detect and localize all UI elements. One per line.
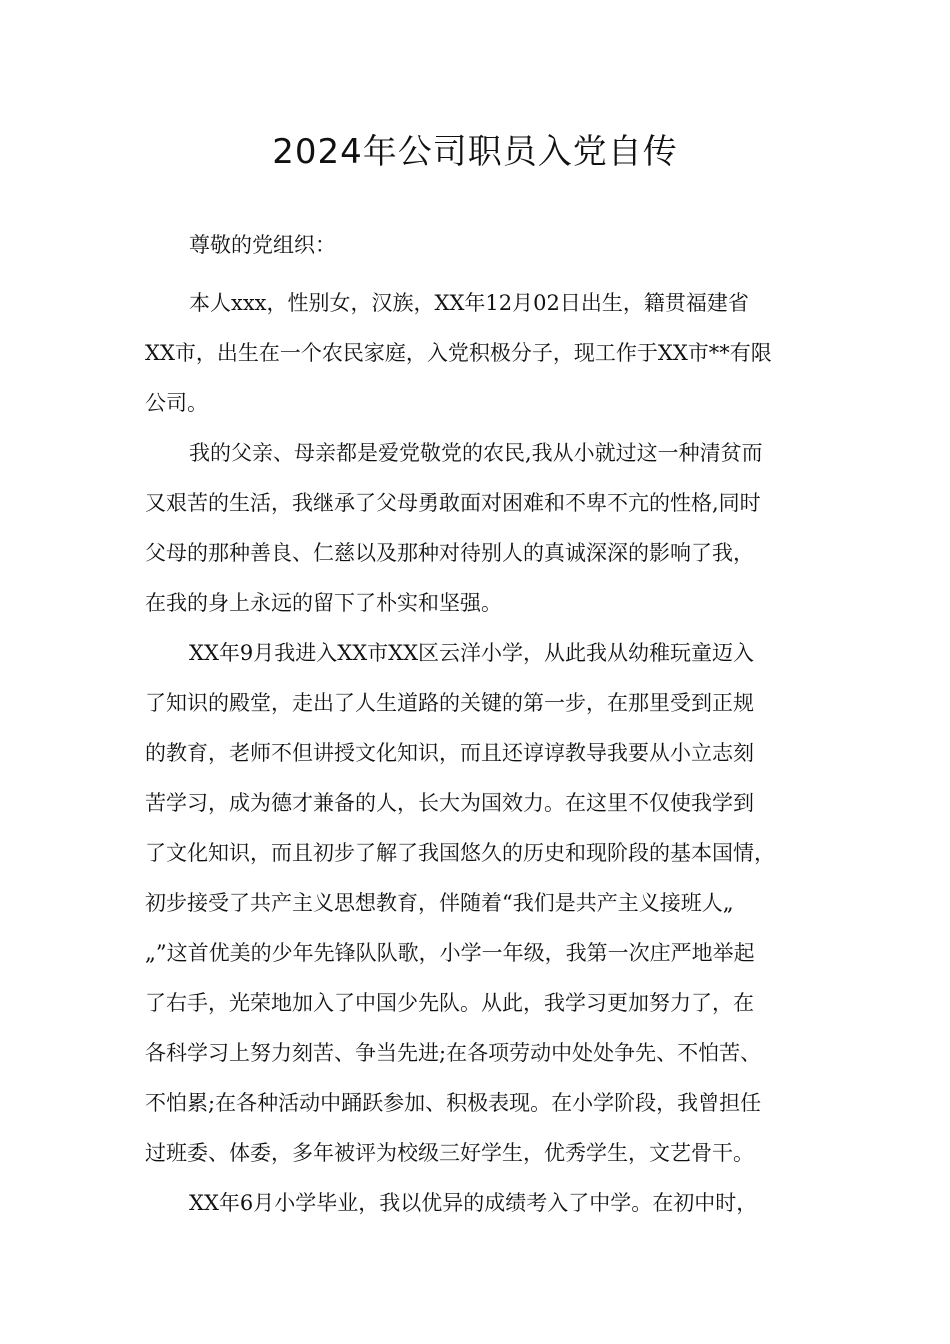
paragraph-line: 公司。 [145, 391, 208, 415]
paragraph-line: XX年6月小学毕业，我以优异的成绩考入了中学。在初中时， [189, 1191, 758, 1215]
paragraph-line: 了文化知识，而且初步了解了我国悠久的历史和现阶段的基本国情， [145, 841, 775, 865]
salutation-line: 尊敬的党组织： [189, 233, 336, 257]
paragraph-line: „”这首优美的少年先锋队队歌，小学一年级，我第一次庄严地举起 [145, 941, 755, 965]
paragraph-line: 的教育，老师不但讲授文化知识，而且还谆谆教导我要从小立志刻 [145, 741, 754, 765]
paragraph-line: 本人xxx，性别女，汉族，XX年12月02日出生，籍贯福建省 [189, 291, 749, 315]
paragraph-line: 各科学习上努力刻苦、争当先进;在各项劳动中处处争先、不怕苦、 [145, 1041, 762, 1065]
paragraph-line: XX市，出生在一个农民家庭，入党积极分子，现工作于XX市**有限 [145, 341, 772, 365]
paragraph-line: 了知识的殿堂，走出了人生道路的关键的第一步，在那里受到正规 [145, 691, 754, 715]
paragraph-line: XX年9月我进入XX市XX区云洋小学，从此我从幼稚玩童迈入 [189, 641, 755, 665]
paragraph-line: 初步接受了共产主义思想教育，伴随着“我们是共产主义接班人„ [145, 891, 734, 915]
paragraph-line: 过班委、体委，多年被评为校级三好学生，优秀学生，文艺骨干。 [145, 1141, 754, 1165]
paragraph-line: 不怕累;在各种活动中踊跃参加、积极表现。在小学阶段，我曾担任 [145, 1091, 762, 1115]
paragraph-line: 苦学习，成为德才兼备的人，长大为国效力。在这里不仅使我学到 [145, 791, 754, 815]
paragraph-line: 了右手，光荣地加入了中国少先队。从此，我学习更加努力了，在 [145, 991, 754, 1015]
paragraph-line: 父母的那种善良、仁慈以及那种对待别人的真诚深深的影响了我， [145, 541, 754, 565]
document-title: 2024年公司职员入党自传 [272, 132, 678, 172]
paragraph-line: 我的父亲、母亲都是爱党敬党的农民,我从小就过这一种清贫而 [189, 441, 763, 465]
paragraph-line: 又艰苦的生活，我继承了父母勇敢面对困难和不卑不亢的性格,同时 [145, 491, 761, 515]
paragraph-line: 在我的身上永远的留下了朴实和坚强。 [145, 591, 502, 615]
